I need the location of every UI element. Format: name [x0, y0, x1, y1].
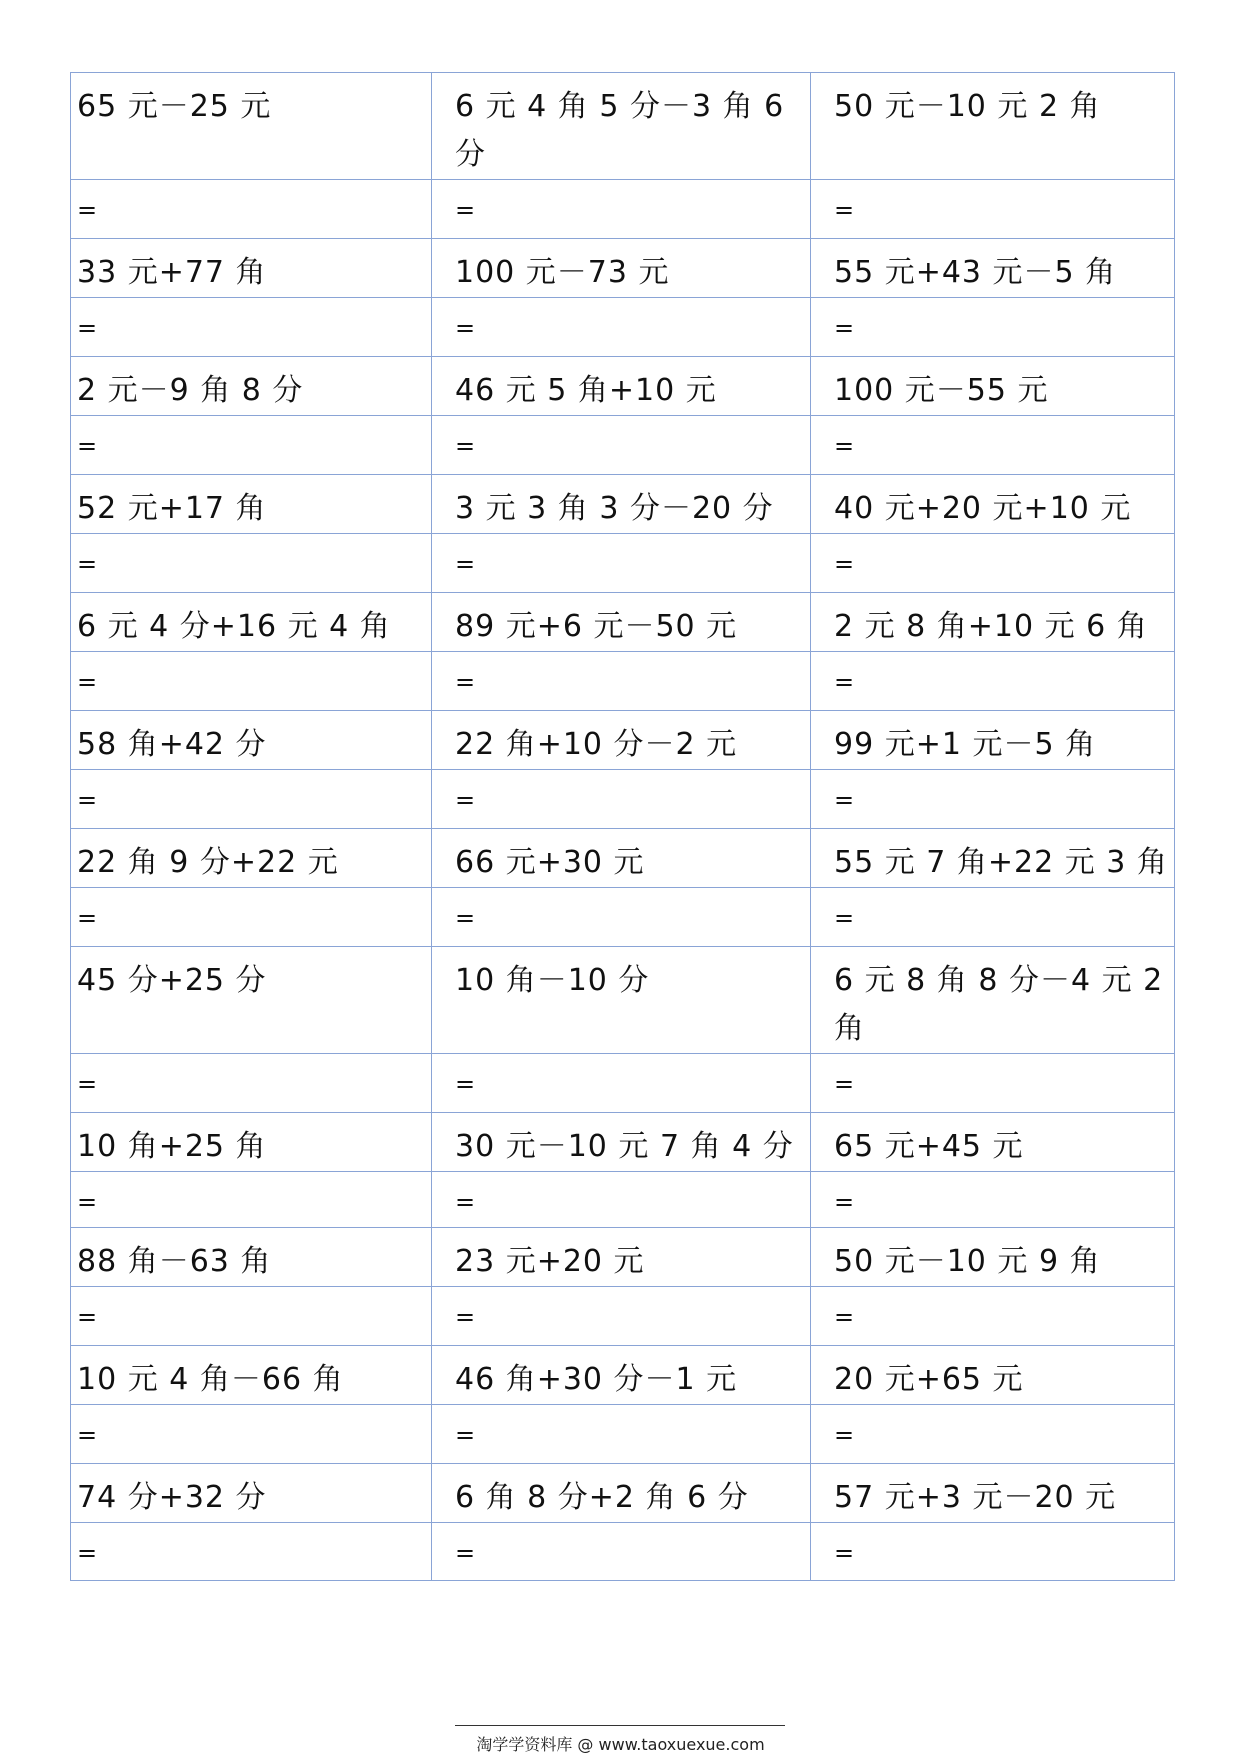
answer-cell[interactable]: =	[432, 1054, 811, 1113]
problem-cell: 2 元－9 角 8 分	[71, 357, 432, 416]
answer-cell[interactable]: =	[811, 1405, 1175, 1464]
problem-cell: 57 元+3 元－20 元	[811, 1464, 1175, 1523]
problem-cell: 30 元－10 元 7 角 4 分	[432, 1113, 811, 1172]
problem-row	[71, 1113, 1175, 1172]
problem-cell: 74 分+32 分	[71, 1464, 432, 1523]
answer-cell[interactable]: =	[432, 770, 811, 829]
answer-cell[interactable]: =	[71, 534, 432, 593]
answer-row	[71, 1405, 1175, 1464]
answer-cell[interactable]: =	[432, 1287, 811, 1346]
answer-row	[71, 888, 1175, 947]
problem-cell: 10 角－10 分	[432, 947, 811, 1054]
answer-cell[interactable]: =	[71, 1054, 432, 1113]
problem-cell: 46 角+30 分－1 元	[432, 1346, 811, 1405]
answer-cell[interactable]: =	[811, 1523, 1175, 1581]
problem-cell: 10 元 4 角－66 角	[71, 1346, 432, 1405]
problem-cell: 65 元－25 元	[71, 73, 432, 180]
worksheet-body	[71, 73, 1175, 1581]
answer-row	[71, 652, 1175, 711]
problem-row	[71, 357, 1175, 416]
answer-cell[interactable]: =	[811, 888, 1175, 947]
answer-cell[interactable]: =	[71, 298, 432, 357]
answer-row	[71, 534, 1175, 593]
answer-cell[interactable]: =	[71, 416, 432, 475]
problem-cell: 88 角－63 角	[71, 1228, 432, 1287]
problem-cell: 6 元 4 分+16 元 4 角	[71, 593, 432, 652]
problem-row	[71, 947, 1175, 1054]
problem-cell: 100 元－55 元	[811, 357, 1175, 416]
problem-cell: 52 元+17 角	[71, 475, 432, 534]
answer-cell[interactable]: =	[432, 1405, 811, 1464]
answer-cell[interactable]: =	[71, 1523, 432, 1581]
problem-cell: 100 元－73 元	[432, 239, 811, 298]
problem-cell: 40 元+20 元+10 元	[811, 475, 1175, 534]
problem-cell: 45 分+25 分	[71, 947, 432, 1054]
answer-cell[interactable]: =	[811, 180, 1175, 239]
answer-cell[interactable]: =	[811, 770, 1175, 829]
answer-cell[interactable]: =	[432, 888, 811, 947]
answer-cell[interactable]: =	[811, 652, 1175, 711]
footer-divider	[455, 1725, 785, 1726]
problem-cell: 3 元 3 角 3 分－20 分	[432, 475, 811, 534]
problem-cell: 55 元 7 角+22 元 3 角	[811, 829, 1175, 888]
problem-cell: 50 元－10 元 2 角	[811, 73, 1175, 180]
answer-cell[interactable]: =	[71, 180, 432, 239]
problem-row	[71, 1464, 1175, 1523]
answer-row	[71, 416, 1175, 475]
answer-row	[71, 1054, 1175, 1113]
problem-cell: 99 元+1 元－5 角	[811, 711, 1175, 770]
answer-cell[interactable]: =	[432, 1172, 811, 1228]
answer-cell[interactable]: =	[811, 534, 1175, 593]
problem-row	[71, 1346, 1175, 1405]
problem-cell: 33 元+77 角	[71, 239, 432, 298]
answer-cell[interactable]: =	[432, 652, 811, 711]
problem-cell: 2 元 8 角+10 元 6 角	[811, 593, 1175, 652]
problem-row	[71, 239, 1175, 298]
answer-cell[interactable]: =	[71, 770, 432, 829]
problem-row	[71, 593, 1175, 652]
answer-cell[interactable]: =	[811, 1054, 1175, 1113]
answer-row	[71, 298, 1175, 357]
problem-cell: 65 元+45 元	[811, 1113, 1175, 1172]
answer-cell[interactable]: =	[432, 416, 811, 475]
worksheet-table	[70, 72, 1175, 1581]
problem-cell: 66 元+30 元	[432, 829, 811, 888]
problem-cell: 6 元 4 角 5 分－3 角 6 分	[432, 73, 811, 180]
answer-row	[71, 1523, 1175, 1581]
problem-row	[71, 1228, 1175, 1287]
answer-cell[interactable]: =	[432, 298, 811, 357]
answer-cell[interactable]: =	[71, 1405, 432, 1464]
answer-cell[interactable]: =	[432, 180, 811, 239]
answer-cell[interactable]: =	[432, 1523, 811, 1581]
problem-cell: 6 角 8 分+2 角 6 分	[432, 1464, 811, 1523]
answer-cell[interactable]: =	[71, 1172, 432, 1228]
answer-cell[interactable]: =	[811, 416, 1175, 475]
footer-text: 淘学学资料库 @ www.taoxuexue.com	[476, 1735, 765, 1754]
answer-cell[interactable]: =	[432, 534, 811, 593]
problem-row	[71, 73, 1175, 180]
answer-cell[interactable]: =	[71, 1287, 432, 1346]
problem-cell: 55 元+43 元－5 角	[811, 239, 1175, 298]
problem-cell: 46 元 5 角+10 元	[432, 357, 811, 416]
answer-row	[71, 770, 1175, 829]
problem-cell: 58 角+42 分	[71, 711, 432, 770]
problem-cell: 89 元+6 元－50 元	[432, 593, 811, 652]
problem-cell: 22 角+10 分－2 元	[432, 711, 811, 770]
problem-cell: 10 角+25 角	[71, 1113, 432, 1172]
answer-row	[71, 1172, 1175, 1228]
answer-cell[interactable]: =	[71, 888, 432, 947]
answer-row	[71, 180, 1175, 239]
problem-cell: 22 角 9 分+22 元	[71, 829, 432, 888]
problem-row	[71, 829, 1175, 888]
answer-cell[interactable]: =	[71, 652, 432, 711]
answer-cell[interactable]: =	[811, 1172, 1175, 1228]
problem-cell: 23 元+20 元	[432, 1228, 811, 1287]
problem-cell: 50 元－10 元 9 角	[811, 1228, 1175, 1287]
problem-row	[71, 475, 1175, 534]
problem-row	[71, 711, 1175, 770]
answer-row	[71, 1287, 1175, 1346]
answer-cell[interactable]: =	[811, 298, 1175, 357]
problem-cell: 6 元 8 角 8 分－4 元 2 角	[811, 947, 1175, 1054]
problem-cell: 20 元+65 元	[811, 1346, 1175, 1405]
answer-cell[interactable]: =	[811, 1287, 1175, 1346]
